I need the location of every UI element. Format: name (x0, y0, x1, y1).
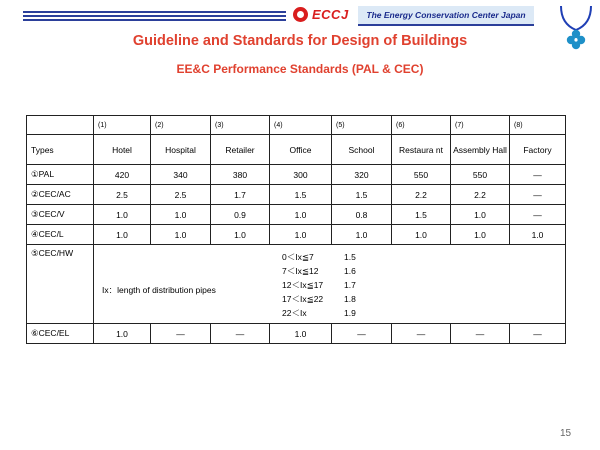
page-number: 15 (560, 428, 572, 439)
hw-range-line (282, 250, 368, 264)
row-label: ②CEC/AC (27, 185, 94, 205)
column-number: (8) (510, 116, 566, 135)
table-cell: 1.0 (270, 205, 332, 225)
hw-range-line (282, 292, 368, 306)
hw-value: 1.6 (344, 265, 356, 276)
table-cell: 1.0 (211, 225, 270, 245)
hw-value: 1.5 (344, 251, 356, 262)
column-number: (5) (332, 116, 392, 135)
table-cell: — (510, 205, 566, 225)
row-label: ①PAL (27, 165, 94, 185)
table-cell: 0.8 (332, 205, 392, 225)
table-row (27, 205, 566, 225)
column-number: (6) (392, 116, 451, 135)
hw-range: 7＜Ix≦12 (282, 265, 319, 276)
column-number: (2) (151, 116, 211, 135)
table-row (27, 324, 566, 344)
table-cell: — (510, 165, 566, 185)
page-subtitle: EE&C Performance Standards (PAL & CEC) (176, 62, 424, 76)
table-cell: 1.0 (270, 324, 332, 344)
table-cell: 1.5 (270, 185, 332, 205)
table-cell: 1.0 (94, 324, 151, 344)
hw-range: 17＜Ix≦22 (282, 294, 324, 305)
hw-cell (94, 245, 566, 324)
eccj-logo-mark-icon (293, 7, 308, 22)
row-label: ⑥CEC/EL (27, 324, 94, 344)
table-cell: 1.5 (392, 205, 451, 225)
table-cell: 1.0 (94, 225, 151, 245)
column-header-row (27, 135, 566, 165)
column-header: School (332, 135, 392, 165)
column-header: Factory (510, 135, 566, 165)
table-cell: — (151, 324, 211, 344)
hw-range-line (282, 278, 368, 292)
table-row (27, 185, 566, 205)
hw-range-line (282, 306, 368, 320)
column-number-row (27, 116, 566, 135)
table-cell: 1.0 (151, 205, 211, 225)
hw-value: 1.9 (344, 308, 356, 319)
hw-value: 1.7 (344, 279, 356, 290)
column-header: Retailer (211, 135, 270, 165)
table-cell: 1.0 (270, 225, 332, 245)
table-cell: — (451, 324, 510, 344)
table-cell: 1.0 (451, 205, 510, 225)
table-cell: 1.0 (510, 225, 566, 245)
hw-range-line (282, 264, 368, 278)
hw-ranges (282, 250, 368, 321)
page-title: Guideline and Standards for Design of Buildings (132, 33, 468, 49)
hw-range: 0＜Ix≦7 (282, 251, 314, 262)
column-number: (4) (270, 116, 332, 135)
column-number: (3) (211, 116, 270, 135)
table-cell: 550 (451, 165, 510, 185)
table-cell: 2.2 (451, 185, 510, 205)
eccj-logo (293, 5, 348, 25)
table-cell (27, 116, 94, 135)
hw-note: Ix：length of distribution pipes (102, 284, 216, 295)
table-cell: 0.9 (211, 205, 270, 225)
table-cell: 1.0 (451, 225, 510, 245)
table-row (27, 225, 566, 245)
table-cell: 2.5 (151, 185, 211, 205)
eccj-logo-text: ECCJ (312, 7, 349, 22)
column-header: Hotel (94, 135, 151, 165)
column-header: Restaura nt (392, 135, 451, 165)
row-label: ④CEC/L (27, 225, 94, 245)
organization-name: The Energy Conservation Center Japan (358, 6, 534, 26)
table-cell: 420 (94, 165, 151, 185)
column-number: (7) (451, 116, 510, 135)
header-decorative-lines (23, 8, 286, 20)
table-cell: 1.0 (332, 225, 392, 245)
row-label: ⑤CEC/HW (27, 245, 94, 324)
row-label: ③CEC/V (27, 205, 94, 225)
hw-range: 22＜Ix (282, 308, 307, 319)
table-cell: 2.5 (94, 185, 151, 205)
table-cell: 340 (151, 165, 211, 185)
table-row (27, 165, 566, 185)
column-header: Hospital (151, 135, 211, 165)
table-cell: — (392, 324, 451, 344)
table-cell: 380 (211, 165, 270, 185)
table-cell: 1.0 (94, 205, 151, 225)
standards-table (26, 115, 566, 344)
hw-range: 12＜Ix≦17 (282, 279, 324, 290)
table-cell: — (332, 324, 392, 344)
table-cell: 1.5 (332, 185, 392, 205)
types-header: Types (27, 135, 94, 165)
table-cell: 320 (332, 165, 392, 185)
table-cell: 1.0 (392, 225, 451, 245)
table-cell: 2.2 (392, 185, 451, 205)
table-cell: — (510, 185, 566, 205)
table-cell: 300 (270, 165, 332, 185)
table-cell: 1.7 (211, 185, 270, 205)
table-cell: — (510, 324, 566, 344)
column-number: (1) (94, 116, 151, 135)
column-header: Assembly Hall (451, 135, 510, 165)
table-row-hw (27, 245, 566, 324)
hw-value: 1.8 (344, 294, 356, 305)
column-header: Office (270, 135, 332, 165)
table-cell: 1.0 (151, 225, 211, 245)
table-cell: 550 (392, 165, 451, 185)
table-cell: — (211, 324, 270, 344)
